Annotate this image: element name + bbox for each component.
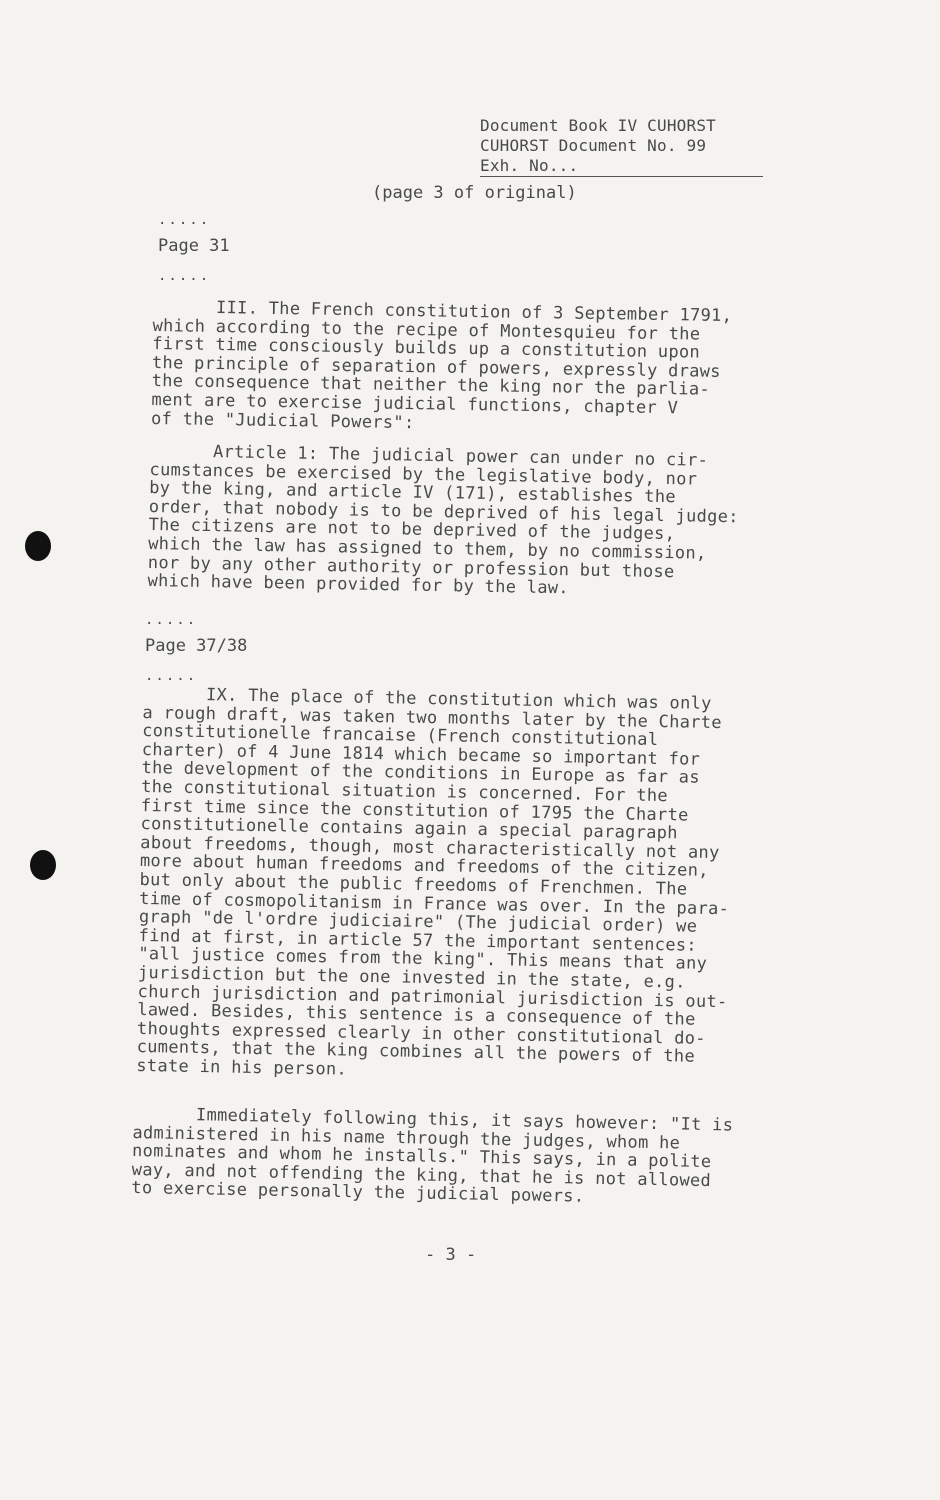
ellipsis-4: ..... [145, 668, 198, 684]
section-page-label: Page 37/38 [145, 636, 248, 656]
document-header [480, 116, 763, 177]
paragraph-ix: IX. The place of the constitution which was only a rough draft, was taken two months later by the Charte constitutionelle francaise (French constitutional charter) of 4 June 1814 which became so important for the development of the conditions in Europe as far as the constitutional situation is concerned. For the first time since the constitution of 1795 the Charte constitutionelle contains again a special paragraph about freedoms, though, most characteristically not any more about human freedoms and freedoms of the citizen, but only about the public freedoms of Frenchmen. The time of cosmopolitanism in France was over. In the para- graph "de l'ordre judiciaire" (The judicial order) we find at first, in article 57 the important sentences: "all justice comes from the king". This means that any jurisdiction but the one invested in the state, e.g. church jurisdiction and patrimonial jurisdiction is out- lawed. Besides, this sentence is a consequence of the thoughts expressed clearly in other constitutional do- cuments, that the king combines all the powers of the state in his person. [136, 684, 730, 1080]
original-page-note: (page 3 of original) [372, 183, 577, 203]
paragraph-immediately-following: Immediately following this, it says however: "It is administered in his name through the judges, whom he nominates and whom he installs." This says, in a polite way, and not offending the king, that he is not allowed to exercise personally the judicial powers. [131, 1104, 734, 1208]
punch-hole-upper [25, 531, 51, 561]
ellipsis-3: ..... [145, 612, 198, 628]
section-page-label: Page 31 [158, 236, 230, 256]
header-document-number: CUHORST Document No. 99 [480, 136, 707, 155]
punch-hole-lower [30, 850, 56, 880]
ellipsis-2: ..... [158, 268, 211, 284]
ellipsis-1: ..... [158, 212, 211, 228]
paragraph-iii: III. The French constitution of 3 September 1791, which according to the recipe of Montesquieu for the first time consciously builds up a constitution upon the principle of separation of powers, expressly draws the consequence that neither the king nor the parlia- ment are to exercise judicial functions, chapter V of the "Judicial Powers": [150, 297, 733, 433]
header-exhibit: Exh. No... [480, 156, 763, 177]
page-number: - 3 - [425, 1245, 477, 1265]
paragraph-article-1: Article 1: The judicial power can under no cir- cumstances be exercised by the legislative body, nor by the king, and article IV (171), establishes the order, that nobody is to be deprived of his legal judge: The citizens are not to be deprived of the judges, which the law has assigned to them, by no commission, nor by any other authority or profession but those which have been provided for by the law. [147, 441, 739, 599]
header-book: Document Book IV CUHORST [480, 116, 716, 135]
